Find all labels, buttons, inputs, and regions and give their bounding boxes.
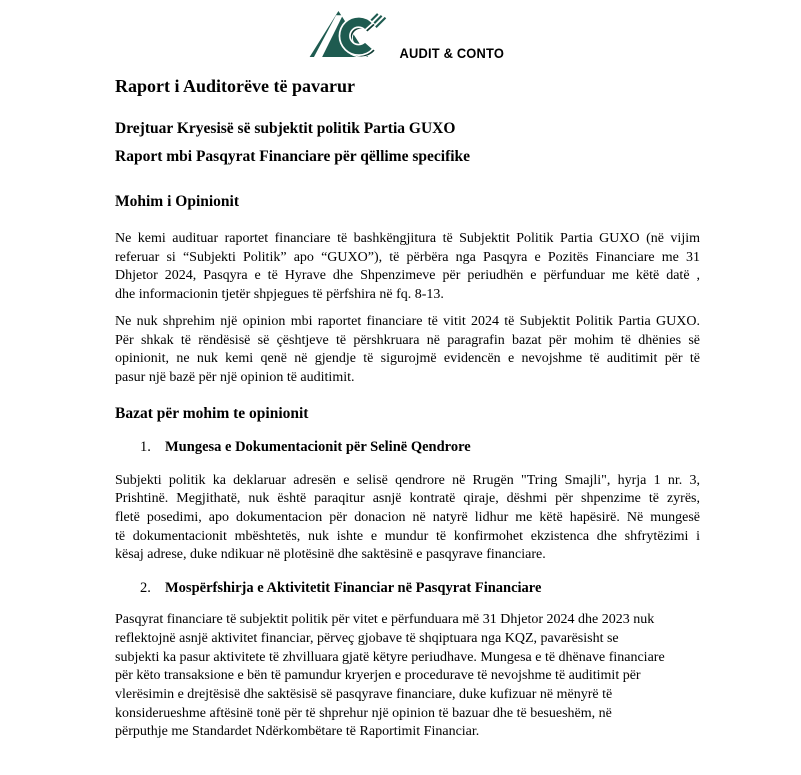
addressee-line: Drejtuar Kryesisë së subjektit politik Partia GUXO [115, 120, 456, 137]
company-logo [115, 10, 700, 61]
paragraph-missing-documentation [115, 472, 700, 566]
paragraph-line: konsiderueshme aftësinë tonë për të shprehur një opinion të bazuar dhe të besueshëm, në [115, 705, 612, 721]
paragraph-line: Pasqyrat financiare të subjektit politik për vitet e përfunduara më 31 Dhjetor 2024 dhe 2023 nuk [115, 612, 655, 628]
item-title: Mospërfshirja e Aktivitetit Financiar në Pasqyrat Financiare [165, 580, 542, 597]
numbered-item-2 [115, 579, 700, 598]
paragraph-line: pasur një bazë për një opinion të auditimit. [115, 369, 355, 385]
paragraph-no-opinion [115, 313, 700, 388]
logo-brand-text: AUDIT & CONTO [399, 45, 504, 61]
paragraph-line: përputhje me Standardet Ndërkombëtare të Raportimit Financiar. [115, 724, 480, 740]
report-subtitle: Raport mbi Pasqyrat Financiare për qëllime specifike [115, 148, 471, 165]
paragraph-line: Prishtinë. Megjithatë, nuk është paraqitur asnjë kontratë qiraje, dëshmi për shpenzime të zyrës, [115, 491, 700, 507]
item-title: Mungesa e Dokumentacionit për Selinë Qendrore [165, 438, 471, 455]
paragraph-line: për këto transaksione e bën të pamundur kryerjen e procedurave të nevojshme të auditimit për [115, 668, 641, 684]
paragraph-line: referuar si “Subjekti Politik” apo “GUXO”), të përbëra nga Pasqyra e Pozitës Financiare me 31 [115, 249, 700, 265]
paragraph-line: kësaj adrese, duke ndikuar në plotësinë dhe saktësinë e pasqyrave financiare. [115, 547, 546, 563]
item-number: 2. [140, 580, 151, 597]
audit-conto-logo-icon [307, 10, 391, 58]
report-title: Raport i Auditorëve të pavarur [115, 76, 355, 96]
numbered-item-1 [115, 438, 700, 457]
section-heading-basis-for-disclaimer: Bazat për mohim te opinionit [115, 404, 309, 422]
paragraph-line: vlerësimin e drejtësisë dhe saktësisë së pasqyrave financiare, duke kufizuar në mënyrë të [115, 686, 613, 702]
paragraph-line: Subjekti politik ka deklaruar adresën e selisë qendrore në Rrugën "Tring Smajli", hyrja 1 nr. 3, [115, 472, 700, 488]
paragraph-audit-scope [115, 230, 700, 305]
paragraph-line: Dhjetor 2024, Pasqyra e të Hyrave dhe Shpenzimeve për periudhën e përfunduar me këtë datë , [115, 268, 700, 284]
paragraph-line: opinionit, ne nuk kemi qenë në gjendje të sigurojmë evidencën e nevojshme të auditimit për të [115, 351, 700, 367]
paragraph-line: subjekti ka pasur aktivitete të zhvilluara gjatë këtyre periudhave. Mungesa e të dhënave financiare [115, 649, 665, 665]
c-letter-shape [339, 17, 372, 55]
paragraph-line: fletë posedimi, apo dokumentacion për donacion në natyrë lidhur me këtë hapësirë. Në mungesë [115, 510, 700, 526]
paragraph-line: reflektojnë asnjë aktivitet financiar, përveç gjobave të shqiptuara nga KQZ, pavarësisht se [115, 630, 619, 646]
paragraph-line: Ne kemi audituar raportet financiare të bashkëngjitura të Subjektit Politik Partia GUXO (në vijim [115, 231, 700, 246]
paragraph-line: Ne nuk shprehim një opinion mbi raportet financiare të vitit 2024 të Subjektit Politik Partia GUXO. [115, 313, 700, 329]
paragraph-line: të dokumentacionit mbështetës, nuk ishte e mundur të konfirmohet ekzistenca dhe shfrytëzimi i [115, 528, 700, 544]
section-heading-disclaimer-of-opinion: Mohim i Opinionit [115, 193, 240, 210]
paragraph-financial-activity-omission [115, 611, 700, 742]
item-number: 1. [140, 438, 151, 455]
paragraph-line: dhe informacionin tjetër shpjegues të përfshira në fq. 8-13. [115, 287, 444, 303]
paragraph-line: Për shkak të rëndësisë së çështjeve të përshkruara në paragrafin bazat për mohim të dhënies së [115, 332, 700, 348]
